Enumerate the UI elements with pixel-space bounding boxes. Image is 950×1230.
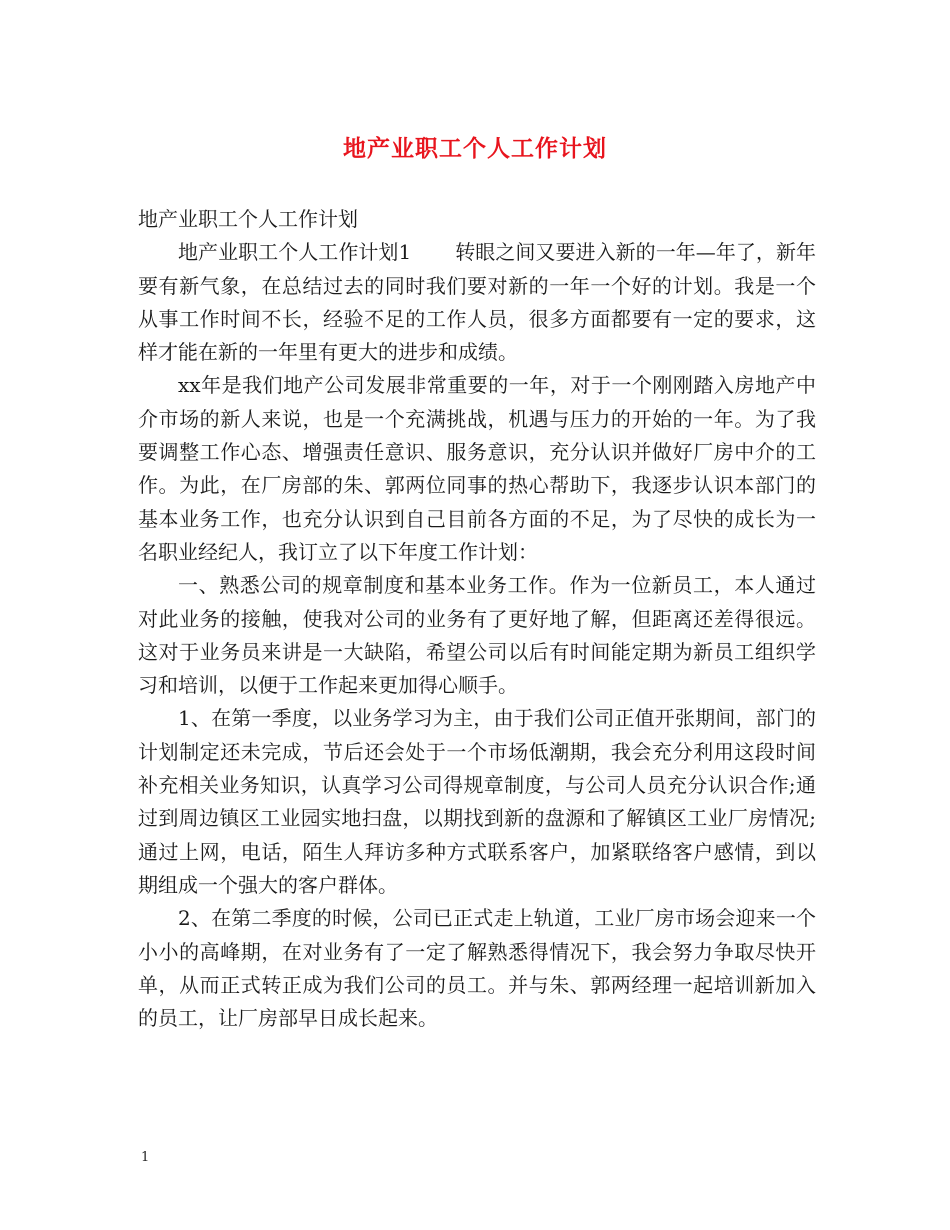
document-subtitle: 地产业职工个人工作计划 (138, 207, 358, 231)
paragraph-intro-text: 转眼之间又要进入新的一年—年了，新年要有新气象，在总结过去的同时我们要对新的一年一个好的计划。我是一个从事工作时间不长，经验不足的工作人员，很多方面都要有一定的要求，这样才能在新的一年里有更大的进步和成绩。 (138, 240, 817, 365)
document-title: 地产业职工个人工作计划 (343, 135, 607, 162)
document-body (138, 203, 816, 1035)
paragraph-4: 1、在第一季度，以业务学习为主，由于我们公司正值开张期间，部门的计划制定还未完成，节后还会处于一个市场低潮期，我会充分利用这段时间补充相关业务知识，认真学习公司得规章制度，与公司人员充分认识合作;通过到周边镇区工业园实地扫盘，以期找到新的盘源和了解镇区工业厂房情况;通过上网，电话，陌生人拜访多种方式联系客户，加紧联络客户感情，到以期组成一个强大的客户群体。 (138, 706, 816, 897)
paragraph-5: 2、在第二季度的时候，公司已正式走上轨道，工业厂房市场会迎来一个小小的高峰期，在对业务有了一定了解熟悉得情况下，我会努力争取尽快开单，从而正式转正成为我们公司的员工。并与朱、郭两经理一起培训新加入的员工，让厂房部早日成长起来。 (138, 906, 816, 1031)
page-number: 1 (141, 1150, 150, 1165)
section-heading: 地产业职工个人工作计划1 (178, 240, 412, 265)
paragraph-3: 一、熟悉公司的规章制度和基本业务工作。作为一位新员工，本人通过对此业务的接触，使我对公司的业务有了更好地了解，但距离还差得很远。这对于业务员来讲是一大缺陷，希望公司以后有时间能定期为新员工组织学习和培训，以便于工作起来更加得心顺手。 (138, 573, 816, 698)
paragraph-intro (138, 236, 816, 369)
paragraph-2: xx年是我们地产公司发展非常重要的一年，对于一个刚刚踏入房地产中介市场的新人来说，也是一个充满挑战，机遇与压力的开始的一年。为了我要调整工作心态、增强责任意识、服务意识，充分认识并做好厂房中介的工作。为此，在厂房部的朱、郭两位同事的热心帮助下，我逐步认识本部门的基本业务工作，也充分认识到自己目前各方面的不足，为了尽快的成长为一名职业经纪人，我订立了以下年度工作计划： (138, 373, 816, 564)
